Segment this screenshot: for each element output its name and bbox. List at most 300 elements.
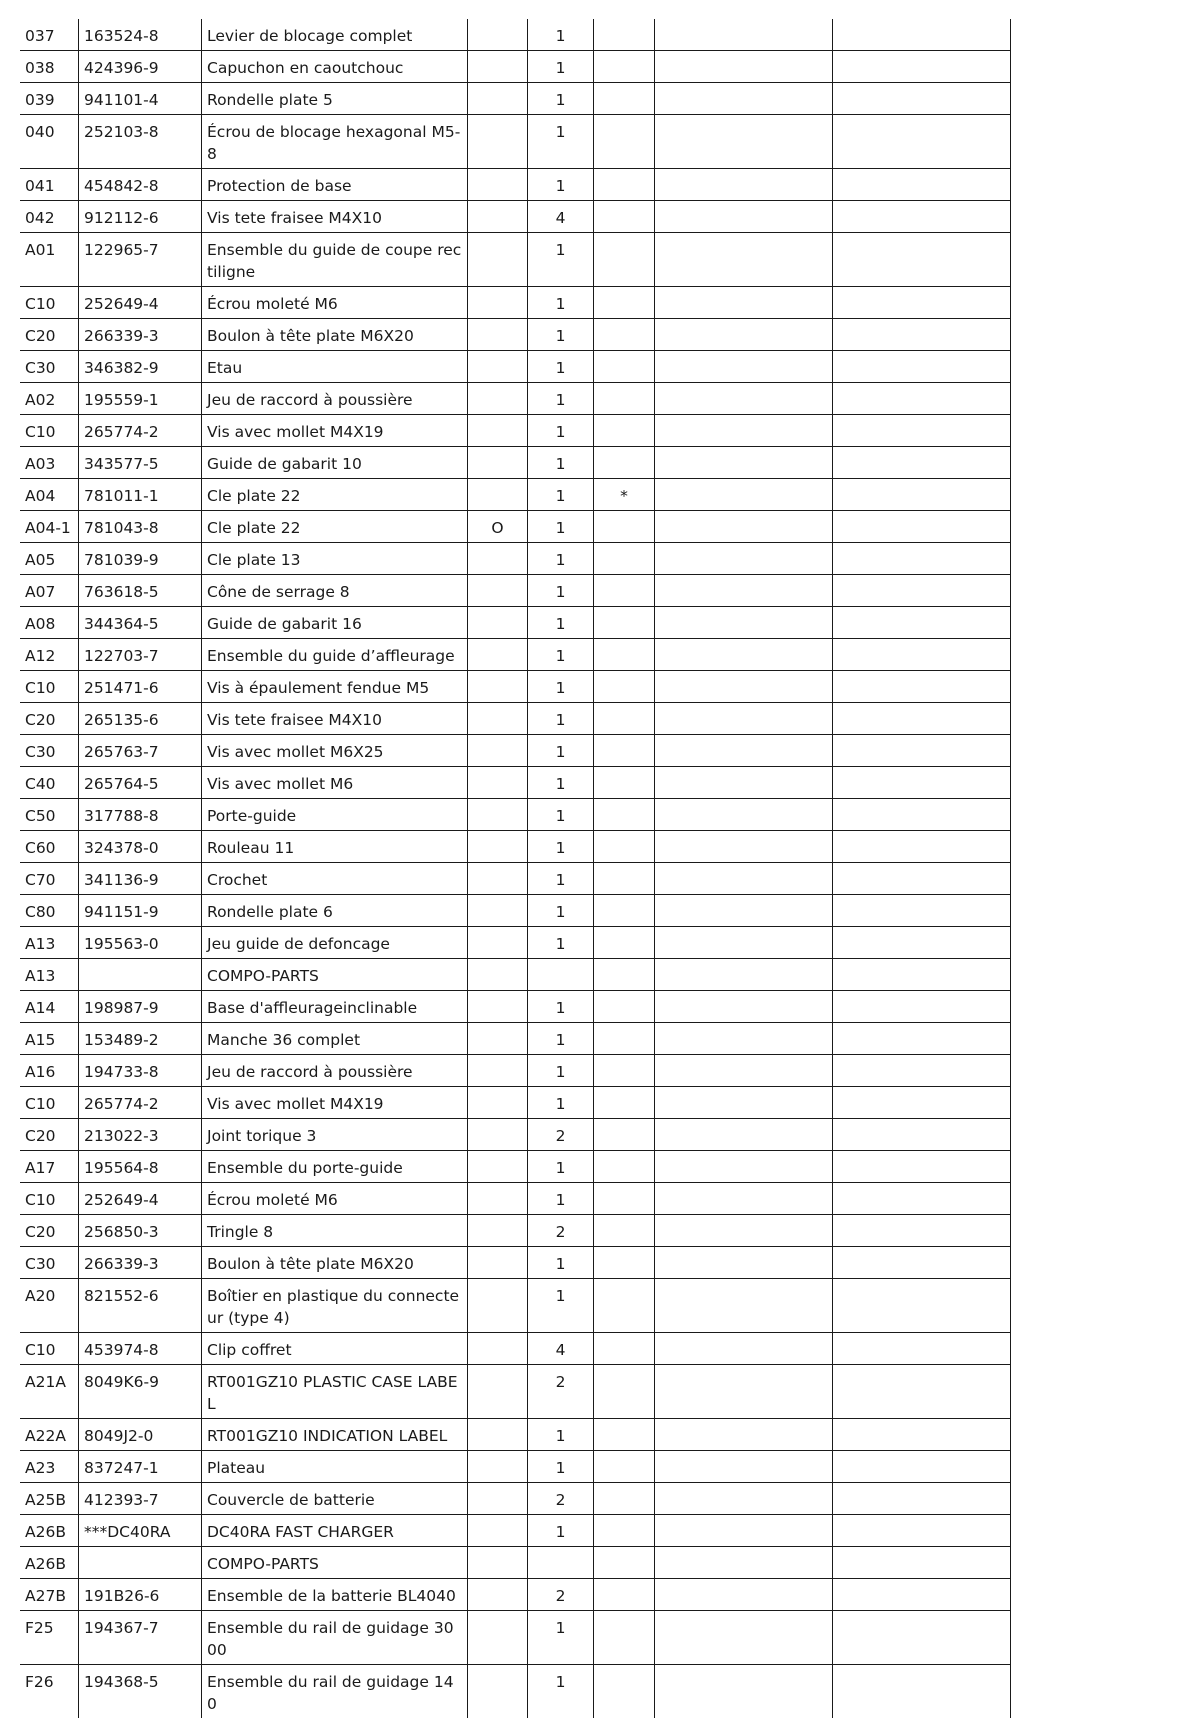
quantity-cell: 1 — [528, 799, 594, 831]
table-row — [20, 1419, 1011, 1451]
remark-cell — [833, 319, 1011, 351]
mark-cell — [594, 19, 655, 51]
item-number-cell: 039 — [20, 83, 79, 115]
part-number-cell: 341136-9 — [79, 863, 202, 895]
option-cell — [468, 287, 528, 319]
remark-cell — [833, 1451, 1011, 1483]
mark-cell — [594, 703, 655, 735]
mark-cell — [594, 351, 655, 383]
description-cell: Rondelle plate 5 — [202, 83, 468, 115]
note-cell — [655, 1483, 833, 1515]
part-number-cell: 781043-8 — [79, 511, 202, 543]
description-cell: Vis avec mollet M4X19 — [202, 415, 468, 447]
note-cell — [655, 1515, 833, 1547]
mark-cell — [594, 1215, 655, 1247]
remark-cell — [833, 1611, 1011, 1665]
part-number-cell: 122703-7 — [79, 639, 202, 671]
note-cell — [655, 201, 833, 233]
option-cell — [468, 1515, 528, 1547]
remark-cell — [833, 863, 1011, 895]
note-cell — [655, 1279, 833, 1333]
item-number-cell: F26 — [20, 1665, 79, 1718]
mark-cell — [594, 201, 655, 233]
quantity-cell — [528, 1547, 594, 1579]
mark-cell — [594, 1151, 655, 1183]
table-row — [20, 351, 1011, 383]
table-row — [20, 607, 1011, 639]
item-number-cell: A20 — [20, 1279, 79, 1333]
part-number-cell: 821552-6 — [79, 1279, 202, 1333]
quantity-cell: 1 — [528, 927, 594, 959]
remark-cell — [833, 1515, 1011, 1547]
part-number-cell: 194733-8 — [79, 1055, 202, 1087]
table-row — [20, 959, 1011, 991]
mark-cell — [594, 927, 655, 959]
table-row — [20, 511, 1011, 543]
note-cell — [655, 233, 833, 287]
table-row — [20, 1023, 1011, 1055]
remark-cell — [833, 19, 1011, 51]
description-cell: Écrou moleté M6 — [202, 1183, 468, 1215]
description-cell: Tringle 8 — [202, 1215, 468, 1247]
part-number-cell: 194367-7 — [79, 1611, 202, 1665]
remark-cell — [833, 201, 1011, 233]
description-cell: RT001GZ10 INDICATION LABEL — [202, 1419, 468, 1451]
item-number-cell: A04 — [20, 479, 79, 511]
note-cell — [655, 863, 833, 895]
remark-cell — [833, 1665, 1011, 1718]
mark-cell — [594, 83, 655, 115]
note-cell — [655, 83, 833, 115]
option-cell — [468, 51, 528, 83]
description-cell: Vis à épaulement fendue M5 — [202, 671, 468, 703]
option-cell — [468, 1547, 528, 1579]
quantity-cell: 1 — [528, 1451, 594, 1483]
table-row — [20, 1365, 1011, 1419]
part-number-cell: 781011-1 — [79, 479, 202, 511]
part-number-cell: 265774-2 — [79, 1087, 202, 1119]
note-cell — [655, 767, 833, 799]
part-number-cell: 941151-9 — [79, 895, 202, 927]
part-number-cell: 266339-3 — [79, 319, 202, 351]
remark-cell — [833, 83, 1011, 115]
note-cell — [655, 351, 833, 383]
description-cell: Protection de base — [202, 169, 468, 201]
description-cell: Cle plate 22 — [202, 511, 468, 543]
mark-cell — [594, 1183, 655, 1215]
table-row — [20, 447, 1011, 479]
description-cell: Ensemble de la batterie BL4040 — [202, 1579, 468, 1611]
table-row — [20, 639, 1011, 671]
note-cell — [655, 607, 833, 639]
quantity-cell: 4 — [528, 1333, 594, 1365]
quantity-cell — [528, 959, 594, 991]
item-number-cell: A13 — [20, 959, 79, 991]
note-cell — [655, 1023, 833, 1055]
note-cell — [655, 991, 833, 1023]
part-number-cell: 122965-7 — [79, 233, 202, 287]
part-number-cell: 252649-4 — [79, 1183, 202, 1215]
remark-cell — [833, 511, 1011, 543]
table-row — [20, 479, 1011, 511]
quantity-cell: 2 — [528, 1215, 594, 1247]
mark-cell — [594, 415, 655, 447]
table-row — [20, 287, 1011, 319]
note-cell — [655, 415, 833, 447]
option-cell — [468, 1611, 528, 1665]
part-number-cell: 265764-5 — [79, 767, 202, 799]
quantity-cell: 1 — [528, 1279, 594, 1333]
table-row — [20, 1183, 1011, 1215]
table-row — [20, 543, 1011, 575]
remark-cell — [833, 639, 1011, 671]
option-cell — [468, 863, 528, 895]
note-cell — [655, 169, 833, 201]
note-cell — [655, 1119, 833, 1151]
remark-cell — [833, 115, 1011, 169]
item-number-cell: C10 — [20, 1087, 79, 1119]
part-number-cell: 8049J2-0 — [79, 1419, 202, 1451]
remark-cell — [833, 831, 1011, 863]
note-cell — [655, 1419, 833, 1451]
option-cell — [468, 233, 528, 287]
part-number-cell: 198987-9 — [79, 991, 202, 1023]
mark-cell — [594, 671, 655, 703]
description-cell: Boulon à tête plate M6X20 — [202, 1247, 468, 1279]
option-cell — [468, 1279, 528, 1333]
option-cell — [468, 415, 528, 447]
mark-cell — [594, 447, 655, 479]
item-number-cell: C20 — [20, 1215, 79, 1247]
quantity-cell: 1 — [528, 831, 594, 863]
part-number-cell: ***DC40RA — [79, 1515, 202, 1547]
note-cell — [655, 447, 833, 479]
mark-cell — [594, 1665, 655, 1718]
option-cell — [468, 831, 528, 863]
note-cell — [655, 639, 833, 671]
note-cell — [655, 383, 833, 415]
option-cell — [468, 671, 528, 703]
item-number-cell: C10 — [20, 671, 79, 703]
table-row — [20, 115, 1011, 169]
mark-cell — [594, 51, 655, 83]
part-number-cell: 265774-2 — [79, 415, 202, 447]
item-number-cell: A13 — [20, 927, 79, 959]
quantity-cell: 1 — [528, 479, 594, 511]
part-number-cell: 163524-8 — [79, 19, 202, 51]
remark-cell — [833, 1055, 1011, 1087]
table-row — [20, 1483, 1011, 1515]
quantity-cell: 1 — [528, 447, 594, 479]
mark-cell — [594, 1087, 655, 1119]
table-row — [20, 319, 1011, 351]
table-row — [20, 1451, 1011, 1483]
option-cell — [468, 1579, 528, 1611]
part-number-cell: 412393-7 — [79, 1483, 202, 1515]
mark-cell — [594, 799, 655, 831]
quantity-cell: 4 — [528, 201, 594, 233]
option-cell — [468, 1151, 528, 1183]
description-cell: Écrou moleté M6 — [202, 287, 468, 319]
mark-cell — [594, 1365, 655, 1419]
quantity-cell: 1 — [528, 639, 594, 671]
table-row — [20, 51, 1011, 83]
part-number-cell: 324378-0 — [79, 831, 202, 863]
option-cell — [468, 447, 528, 479]
option-cell — [468, 1183, 528, 1215]
table-row — [20, 991, 1011, 1023]
mark-cell — [594, 543, 655, 575]
table-row — [20, 1665, 1011, 1718]
table-row — [20, 1055, 1011, 1087]
remark-cell — [833, 991, 1011, 1023]
note-cell — [655, 831, 833, 863]
description-cell: Base d'affleurageinclinable — [202, 991, 468, 1023]
quantity-cell: 1 — [528, 1087, 594, 1119]
remark-cell — [833, 51, 1011, 83]
description-cell: Vis avec mollet M6 — [202, 767, 468, 799]
item-number-cell: A22A — [20, 1419, 79, 1451]
table-row — [20, 1333, 1011, 1365]
item-number-cell: A12 — [20, 639, 79, 671]
quantity-cell: 1 — [528, 767, 594, 799]
remark-cell — [833, 287, 1011, 319]
part-number-cell: 265135-6 — [79, 703, 202, 735]
quantity-cell: 1 — [528, 607, 594, 639]
option-cell — [468, 1119, 528, 1151]
table-row — [20, 201, 1011, 233]
part-number-cell: 837247-1 — [79, 1451, 202, 1483]
item-number-cell: 042 — [20, 201, 79, 233]
description-cell: Ensemble du rail de guidage 3000 — [202, 1611, 468, 1665]
quantity-cell: 1 — [528, 1419, 594, 1451]
mark-cell — [594, 639, 655, 671]
item-number-cell: C20 — [20, 319, 79, 351]
table-row — [20, 1247, 1011, 1279]
table-row — [20, 671, 1011, 703]
item-number-cell: 038 — [20, 51, 79, 83]
note-cell — [655, 671, 833, 703]
mark-cell: * — [594, 479, 655, 511]
quantity-cell: 1 — [528, 991, 594, 1023]
description-cell: Guide de gabarit 10 — [202, 447, 468, 479]
table-row — [20, 415, 1011, 447]
mark-cell — [594, 863, 655, 895]
note-cell — [655, 1547, 833, 1579]
note-cell — [655, 735, 833, 767]
description-cell: Ensemble du porte-guide — [202, 1151, 468, 1183]
item-number-cell: 040 — [20, 115, 79, 169]
description-cell: Écrou de blocage hexagonal M5-8 — [202, 115, 468, 169]
note-cell — [655, 1665, 833, 1718]
part-number-cell: 195563-0 — [79, 927, 202, 959]
mark-cell — [594, 895, 655, 927]
remark-cell — [833, 1365, 1011, 1419]
mark-cell — [594, 511, 655, 543]
table-row — [20, 703, 1011, 735]
remark-cell — [833, 1579, 1011, 1611]
description-cell: Etau — [202, 351, 468, 383]
quantity-cell: 1 — [528, 383, 594, 415]
description-cell: Vis tete fraisee M4X10 — [202, 703, 468, 735]
part-number-cell — [79, 1547, 202, 1579]
option-cell — [468, 19, 528, 51]
quantity-cell: 1 — [528, 1183, 594, 1215]
note-cell — [655, 1579, 833, 1611]
mark-cell — [594, 1055, 655, 1087]
remark-cell — [833, 543, 1011, 575]
item-number-cell: C10 — [20, 1333, 79, 1365]
remark-cell — [833, 415, 1011, 447]
note-cell — [655, 1183, 833, 1215]
remark-cell — [833, 1151, 1011, 1183]
remark-cell — [833, 895, 1011, 927]
item-number-cell: A26B — [20, 1515, 79, 1547]
mark-cell — [594, 767, 655, 799]
mark-cell — [594, 1547, 655, 1579]
quantity-cell: 1 — [528, 1665, 594, 1718]
mark-cell — [594, 735, 655, 767]
description-cell: Plateau — [202, 1451, 468, 1483]
option-cell — [468, 607, 528, 639]
table-row — [20, 575, 1011, 607]
option-cell — [468, 1215, 528, 1247]
quantity-cell: 1 — [528, 19, 594, 51]
part-number-cell: 454842-8 — [79, 169, 202, 201]
item-number-cell: A16 — [20, 1055, 79, 1087]
note-cell — [655, 703, 833, 735]
quantity-cell: 1 — [528, 1151, 594, 1183]
part-number-cell: 191B26-6 — [79, 1579, 202, 1611]
item-number-cell: F25 — [20, 1611, 79, 1665]
option-cell — [468, 895, 528, 927]
remark-cell — [833, 447, 1011, 479]
mark-cell — [594, 1579, 655, 1611]
mark-cell — [594, 233, 655, 287]
table-row — [20, 1215, 1011, 1247]
quantity-cell: 1 — [528, 895, 594, 927]
description-cell: Rondelle plate 6 — [202, 895, 468, 927]
part-number-cell: 424396-9 — [79, 51, 202, 83]
remark-cell — [833, 575, 1011, 607]
item-number-cell: A21A — [20, 1365, 79, 1419]
note-cell — [655, 19, 833, 51]
item-number-cell: C20 — [20, 703, 79, 735]
part-number-cell: 346382-9 — [79, 351, 202, 383]
option-cell — [468, 1419, 528, 1451]
description-cell: Manche 36 complet — [202, 1023, 468, 1055]
quantity-cell: 1 — [528, 1515, 594, 1547]
option-cell — [468, 927, 528, 959]
part-number-cell: 153489-2 — [79, 1023, 202, 1055]
remark-cell — [833, 671, 1011, 703]
part-number-cell: 317788-8 — [79, 799, 202, 831]
table-row — [20, 735, 1011, 767]
quantity-cell: 1 — [528, 543, 594, 575]
option-cell — [468, 799, 528, 831]
mark-cell — [594, 1483, 655, 1515]
item-number-cell: A05 — [20, 543, 79, 575]
quantity-cell: 1 — [528, 1055, 594, 1087]
description-cell: COMPO-PARTS — [202, 959, 468, 991]
quantity-cell: 1 — [528, 287, 594, 319]
description-cell: Crochet — [202, 863, 468, 895]
option-cell — [468, 991, 528, 1023]
mark-cell — [594, 831, 655, 863]
quantity-cell: 1 — [528, 233, 594, 287]
part-number-cell: 195559-1 — [79, 383, 202, 415]
remark-cell — [833, 1023, 1011, 1055]
remark-cell — [833, 169, 1011, 201]
quantity-cell: 1 — [528, 351, 594, 383]
option-cell — [468, 543, 528, 575]
table-row — [20, 233, 1011, 287]
table-row — [20, 169, 1011, 201]
item-number-cell: C10 — [20, 1183, 79, 1215]
part-number-cell: 781039-9 — [79, 543, 202, 575]
item-number-cell: C60 — [20, 831, 79, 863]
item-number-cell: A23 — [20, 1451, 79, 1483]
option-cell — [468, 1483, 528, 1515]
option-cell — [468, 575, 528, 607]
option-cell — [468, 703, 528, 735]
note-cell — [655, 115, 833, 169]
table-row — [20, 1087, 1011, 1119]
description-cell: Boulon à tête plate M6X20 — [202, 319, 468, 351]
part-number-cell: 194368-5 — [79, 1665, 202, 1718]
description-cell: Capuchon en caoutchouc — [202, 51, 468, 83]
table-row — [20, 831, 1011, 863]
option-cell — [468, 1087, 528, 1119]
remark-cell — [833, 1087, 1011, 1119]
item-number-cell: A04-1 — [20, 511, 79, 543]
table-row — [20, 19, 1011, 51]
remark-cell — [833, 1333, 1011, 1365]
mark-cell — [594, 991, 655, 1023]
mark-cell — [594, 1119, 655, 1151]
table-row — [20, 1279, 1011, 1333]
remark-cell — [833, 927, 1011, 959]
item-number-cell: A26B — [20, 1547, 79, 1579]
mark-cell — [594, 319, 655, 351]
mark-cell — [594, 1333, 655, 1365]
remark-cell — [833, 703, 1011, 735]
note-cell — [655, 1055, 833, 1087]
quantity-cell: 1 — [528, 115, 594, 169]
note-cell — [655, 319, 833, 351]
part-number-cell: 252649-4 — [79, 287, 202, 319]
item-number-cell: A27B — [20, 1579, 79, 1611]
quantity-cell: 1 — [528, 169, 594, 201]
quantity-cell: 1 — [528, 1247, 594, 1279]
part-number-cell: 763618-5 — [79, 575, 202, 607]
table-row — [20, 863, 1011, 895]
quantity-cell: 1 — [528, 1023, 594, 1055]
remark-cell — [833, 799, 1011, 831]
note-cell — [655, 543, 833, 575]
description-cell: Cle plate 22 — [202, 479, 468, 511]
item-number-cell: C70 — [20, 863, 79, 895]
option-cell — [468, 959, 528, 991]
part-number-cell: 266339-3 — [79, 1247, 202, 1279]
remark-cell — [833, 383, 1011, 415]
note-cell — [655, 959, 833, 991]
description-cell: Vis avec mollet M4X19 — [202, 1087, 468, 1119]
quantity-cell: 1 — [528, 575, 594, 607]
part-number-cell: 213022-3 — [79, 1119, 202, 1151]
item-number-cell: A07 — [20, 575, 79, 607]
item-number-cell: C40 — [20, 767, 79, 799]
